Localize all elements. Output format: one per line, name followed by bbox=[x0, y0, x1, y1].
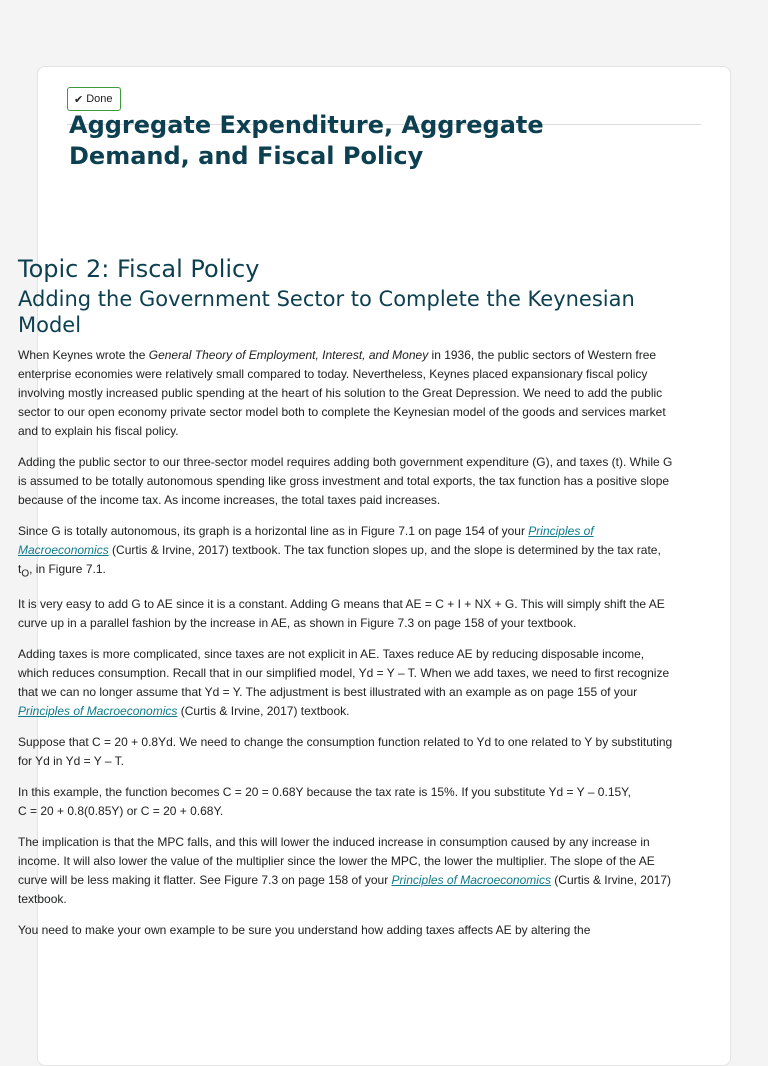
paragraph-5: Adding taxes is more complicated, since taxes are not explicit in AE. Taxes reduce AE by reducing disposable income, which reduces consumption. Recall that in our simplified model, Yd = Y – T. When we add taxes, we need to first recognize that we can no longer assume that Yd = Y. The adjustment is best illustrated with an example as on page 155 of your Principles of Macroeconomics (Curtis & Irvine, 2017) textbook. bbox=[18, 647, 670, 719]
book-title: General Theory of Employment, Interest, and Money bbox=[148, 348, 429, 362]
checkmark-icon: ✔ bbox=[74, 93, 84, 106]
paragraph-9: You need to make your own example to be sure you understand how adding taxes affects AE by altering the bbox=[18, 923, 591, 938]
done-button[interactable] bbox=[67, 87, 121, 111]
section-subtitle: Adding the Government Sector to Complete the Keynesian Model bbox=[18, 287, 635, 337]
paragraph-7: In this example, the function becomes C = 20 = 0.68Y because the tax rate is 15%. If you substitute Yd = Y – 0.15Y, C = 20 + 0.8(0.85Y) or C = 20 + 0.68Y. bbox=[18, 785, 631, 819]
topic-title: Topic 2: Fiscal Policy bbox=[18, 255, 260, 283]
textbook-link[interactable]: Principles of Macroeconomics bbox=[391, 873, 551, 888]
textbook-link[interactable]: Principles of Macroeconomics bbox=[18, 704, 178, 719]
paragraph-1: When Keynes wrote the General Theory of Employment, Interest, and Money in 1936, the public sectors of Western free enterprise economies were relatively small compared to today. Nevertheless, Keynes placed expansionary fiscal policy involving mostly increased public spending at the heart of his solution to the Great Depression. We need to add the public sector to our open economy private sector model both to complete the Keynesian model of the goods and services market and to explain his fiscal policy. bbox=[18, 348, 666, 438]
paragraph-3: Since G is totally autonomous, its graph is a horizontal line as in Figure 7.1 on page 154 of your Principles of Macroeconomics (Curtis & Irvine, 2017) textbook. The tax function slopes up, and the slope is determined by the tax rate, $t_O$, in Figure 7.1. bbox=[18, 524, 661, 580]
textbook-link[interactable]: Principles of Macroeconomics bbox=[18, 524, 594, 557]
paragraph-8: The implication is that the MPC falls, and this will lower the induced increase in consumption caused by any increase in income. It will also lower the value of the multiplier since the lower the MPC, the lower the multiplier. The slope of the AE curve will be less making it flatter. See Figure 7.3 on page 158 of your Principles of Macroeconomics (Curtis & Irvine, 2017) textbook. bbox=[18, 835, 671, 907]
paragraph-4: It is very easy to add G to AE since it is a constant. Adding G means that AE = C + I + NX + G. This will simply shift the AE curve up in a parallel fashion by the increase in AE, as shown in Figure 7.3 on page 158 of your textbook. bbox=[18, 597, 665, 631]
main-content bbox=[18, 252, 674, 952]
done-button-label: Done bbox=[86, 93, 113, 105]
page-title: Aggregate Expenditure, Aggregate Demand, and Fiscal Policy bbox=[69, 111, 544, 170]
paragraph-2: Adding the public sector to our three-sector model requires adding both government expenditure (G), and taxes (t). While G is assumed to be totally autonomous spending like gross investment and total exports, the tax function has a positive slope because of the income tax. As income increases, the total taxes paid increases. bbox=[18, 455, 673, 507]
paragraph-6: Suppose that C = 20 + 0.8Yd. We need to change the consumption function related to Yd to one related to Y by substituting for Yd in Yd = Y – T. bbox=[18, 735, 673, 769]
